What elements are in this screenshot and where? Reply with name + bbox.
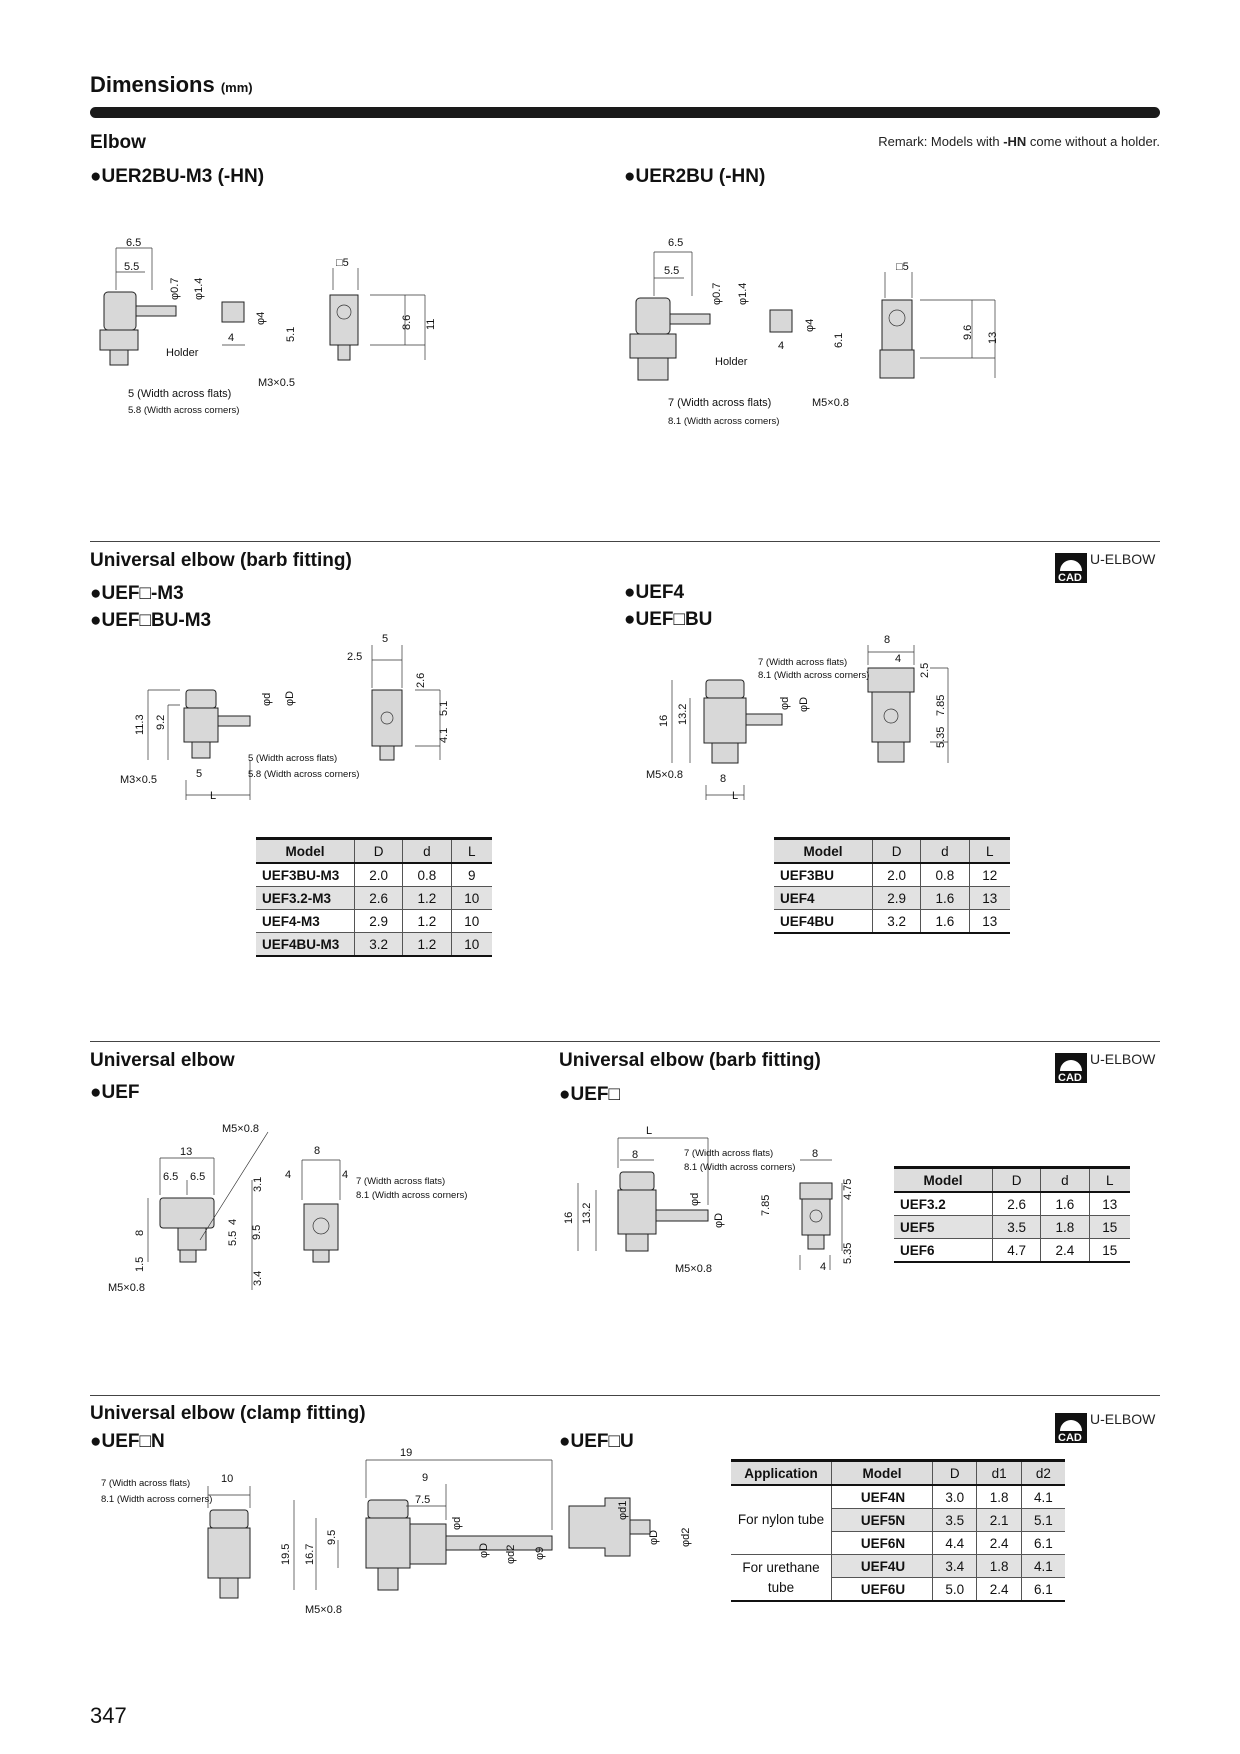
cell: 3.0 bbox=[933, 1485, 977, 1509]
dim-label: φd bbox=[451, 1516, 463, 1530]
dim-label: 9.6 bbox=[962, 324, 974, 340]
dim-label: Holder bbox=[166, 347, 199, 359]
dim-label: 5 (Width across flats) bbox=[248, 753, 338, 764]
table-row bbox=[774, 887, 1010, 910]
dim-label: φ4 bbox=[255, 311, 267, 325]
dim-label: 5.5 bbox=[664, 265, 680, 277]
dim-label: M3×0.5 bbox=[258, 377, 295, 389]
dim-label: 9.2 bbox=[155, 714, 167, 730]
drawing-uef-n bbox=[101, 1447, 552, 1616]
dim-label: M5×0.8 bbox=[812, 397, 849, 409]
dim-label: 9.5 bbox=[251, 1224, 263, 1240]
model-heading: ●UEF bbox=[90, 1082, 140, 1103]
cell: UEF6U bbox=[832, 1578, 933, 1602]
dim-label: 7 (Width across flats) bbox=[758, 657, 848, 668]
table-row bbox=[894, 1239, 1130, 1263]
dim-label: 8 bbox=[632, 1149, 639, 1161]
remark-bold: -HN bbox=[1003, 134, 1027, 149]
table-row bbox=[894, 1216, 1130, 1239]
dim-label: 4 bbox=[342, 1169, 349, 1181]
table-row bbox=[731, 1485, 1065, 1509]
dim-label: 8.1 (Width across corners) bbox=[684, 1162, 796, 1173]
cell: 3.5 bbox=[933, 1509, 977, 1532]
table-row bbox=[774, 910, 1010, 934]
col-header: D bbox=[993, 1168, 1041, 1193]
dim-label: φD bbox=[478, 1542, 490, 1558]
dim-label: 13 bbox=[987, 331, 999, 344]
table-row bbox=[256, 887, 492, 910]
dim-label: 5 bbox=[196, 768, 203, 780]
dim-label: φd2 bbox=[505, 1544, 517, 1564]
dim-label: 7 (Width across flats) bbox=[356, 1176, 446, 1187]
dim-label: 5.5 bbox=[227, 1230, 239, 1246]
svg-text:CAD: CAD bbox=[1058, 1432, 1082, 1443]
dim-label: □5 bbox=[336, 257, 349, 269]
application-cell: For urethane tube bbox=[731, 1555, 832, 1602]
cell: 12 bbox=[969, 863, 1010, 887]
dim-label: 8 bbox=[884, 634, 891, 646]
dim-label: 9 bbox=[422, 1472, 429, 1484]
table-row bbox=[774, 863, 1010, 887]
col-header: D bbox=[355, 839, 403, 864]
cell: UEF3.2 bbox=[894, 1192, 993, 1216]
dim-label: M5×0.8 bbox=[646, 769, 683, 781]
cell: 4.1 bbox=[1021, 1485, 1065, 1509]
cell: 2.1 bbox=[977, 1509, 1021, 1532]
model-heading: ●UEF□ bbox=[559, 1084, 620, 1105]
table-row bbox=[256, 863, 492, 887]
dim-label: φd bbox=[689, 1192, 701, 1206]
col-header: d bbox=[403, 839, 451, 864]
cell: 2.9 bbox=[873, 887, 921, 910]
table-row bbox=[256, 933, 492, 957]
dim-label: 7 (Width across flats) bbox=[668, 397, 772, 409]
dim-label: 5.1 bbox=[285, 326, 297, 342]
cell: 13 bbox=[1089, 1192, 1130, 1216]
dim-label: φ4 bbox=[804, 318, 816, 332]
cell: 3.2 bbox=[355, 933, 403, 957]
dim-label: 9.5 bbox=[326, 1529, 338, 1545]
cell: 5.1 bbox=[1021, 1509, 1065, 1532]
dim-label: 3.1 bbox=[252, 1176, 264, 1192]
cell: 3.2 bbox=[873, 910, 921, 934]
cell: 1.8 bbox=[977, 1485, 1021, 1509]
dim-label: 6.1 bbox=[833, 332, 845, 348]
cell: 0.8 bbox=[921, 863, 969, 887]
dim-label: 4.1 bbox=[438, 727, 450, 743]
dim-label: 2.5 bbox=[919, 662, 931, 678]
dim-label: 5.5 bbox=[124, 261, 140, 273]
cell: 13 bbox=[969, 910, 1010, 934]
cad-label[interactable]: U-ELBOW bbox=[1090, 1411, 1156, 1427]
dim-label: 4 bbox=[227, 1218, 239, 1225]
drawing-uef bbox=[108, 1123, 467, 1294]
cell: 5.0 bbox=[933, 1578, 977, 1602]
remark-text: come without a holder. bbox=[1026, 134, 1160, 149]
cell: 2.9 bbox=[355, 910, 403, 933]
dim-label: 16 bbox=[563, 1211, 575, 1224]
dim-label: 8.6 bbox=[401, 314, 413, 330]
table-row bbox=[731, 1555, 1065, 1578]
dim-label: M5×0.8 bbox=[108, 1282, 145, 1294]
cell: UEF5N bbox=[832, 1509, 933, 1532]
dim-label: 2.6 bbox=[415, 672, 427, 688]
cell: 10 bbox=[451, 910, 492, 933]
dim-label: Holder bbox=[715, 356, 748, 368]
spec-table-uef-clamp bbox=[731, 1459, 1065, 1602]
dim-label: 5.35 bbox=[935, 726, 947, 748]
cell: 1.2 bbox=[403, 887, 451, 910]
col-header: d1 bbox=[977, 1461, 1021, 1486]
col-header: L bbox=[451, 839, 492, 864]
cell: 9 bbox=[451, 863, 492, 887]
dim-label: 4 bbox=[820, 1261, 827, 1273]
cell: 1.2 bbox=[403, 933, 451, 957]
dim-label: φ1.4 bbox=[193, 277, 205, 300]
model-heading: ●UEF4 bbox=[624, 582, 685, 603]
cell: UEF3BU bbox=[774, 863, 873, 887]
section-title-elbow: Elbow bbox=[90, 132, 146, 153]
dim-label: 8.1 (Width across corners) bbox=[668, 416, 780, 427]
cell: 6.1 bbox=[1021, 1532, 1065, 1555]
dim-label: L bbox=[732, 790, 739, 802]
title-text: Dimensions bbox=[90, 72, 215, 97]
section-title-uef-barb: Universal elbow (barb fitting) bbox=[90, 550, 352, 571]
dim-label: M5×0.8 bbox=[675, 1263, 712, 1275]
dim-label: 5.35 bbox=[842, 1242, 854, 1264]
cell: 2.0 bbox=[355, 863, 403, 887]
remark-text: Remark: Models with bbox=[878, 134, 1004, 149]
cell: 15 bbox=[1089, 1239, 1130, 1263]
spec-table-uef-barb bbox=[894, 1166, 1130, 1263]
cell: 10 bbox=[451, 933, 492, 957]
cell: 6.1 bbox=[1021, 1578, 1065, 1602]
model-heading: ●UEF□-M3 bbox=[90, 583, 184, 604]
cell: UEF5 bbox=[894, 1216, 993, 1239]
dim-label: L bbox=[646, 1125, 653, 1137]
dim-label: φ0.7 bbox=[169, 277, 181, 300]
dim-label: 8 bbox=[720, 773, 727, 785]
dim-label: 5 bbox=[382, 633, 389, 645]
cad-label[interactable]: U-ELBOW bbox=[1090, 1051, 1156, 1067]
dim-label: 1.5 bbox=[134, 1256, 146, 1272]
cell: 1.8 bbox=[977, 1555, 1021, 1578]
col-header: D bbox=[873, 839, 921, 864]
model-heading: ●UEF□U bbox=[559, 1431, 634, 1452]
col-header: Model bbox=[832, 1461, 933, 1486]
dim-label: M5×0.8 bbox=[222, 1123, 259, 1135]
dim-label: 6.5 bbox=[668, 237, 684, 249]
dim-label: 13 bbox=[180, 1146, 193, 1158]
section-title-uef: Universal elbow bbox=[90, 1050, 235, 1071]
cell: UEF6 bbox=[894, 1239, 993, 1263]
dim-label: 8.1 (Width across corners) bbox=[101, 1494, 213, 1505]
cell: UEF4U bbox=[832, 1555, 933, 1578]
dim-label: 7.85 bbox=[935, 694, 947, 716]
cell: UEF4-M3 bbox=[256, 910, 355, 933]
dim-label: 13.2 bbox=[581, 1202, 593, 1224]
col-header: d bbox=[1041, 1168, 1089, 1193]
col-header: L bbox=[969, 839, 1010, 864]
cell: 1.2 bbox=[403, 910, 451, 933]
cell: UEF3.2-M3 bbox=[256, 887, 355, 910]
cell: UEF6N bbox=[832, 1532, 933, 1555]
svg-text:CAD: CAD bbox=[1058, 572, 1082, 583]
dim-label: 19.5 bbox=[280, 1543, 292, 1565]
dim-label: 8 bbox=[134, 1229, 146, 1236]
dim-label: 11.3 bbox=[134, 714, 146, 735]
dim-label: 5.1 bbox=[438, 700, 450, 716]
section-title-uef-barb-2: Universal elbow (barb fitting) bbox=[559, 1050, 821, 1071]
cell: UEF3BU-M3 bbox=[256, 863, 355, 887]
dim-label: 7.5 bbox=[415, 1494, 431, 1506]
section-title-uef-clamp: Universal elbow (clamp fitting) bbox=[90, 1403, 366, 1424]
cell: 1.6 bbox=[1041, 1192, 1089, 1216]
cell: 3.5 bbox=[993, 1216, 1041, 1239]
cell: 3.4 bbox=[933, 1555, 977, 1578]
drawing-uef-u bbox=[569, 1498, 692, 1556]
cell: 1.6 bbox=[921, 887, 969, 910]
cell: 4.7 bbox=[993, 1239, 1041, 1263]
page-number: 347 bbox=[90, 1703, 127, 1728]
cell: 2.4 bbox=[1041, 1239, 1089, 1263]
col-header: Application bbox=[731, 1461, 832, 1486]
cell: 2.6 bbox=[355, 887, 403, 910]
dim-label: 4 bbox=[778, 340, 785, 352]
cell: 1.6 bbox=[921, 910, 969, 934]
dim-label: φD bbox=[798, 696, 810, 712]
drawing-uef-barb bbox=[563, 1125, 854, 1275]
dim-label: φ9 bbox=[534, 1546, 546, 1560]
cell: 4.1 bbox=[1021, 1555, 1065, 1578]
cell: 2.4 bbox=[977, 1578, 1021, 1602]
dim-label: 2.5 bbox=[347, 651, 363, 663]
dim-label: 4 bbox=[285, 1169, 292, 1181]
unit-label: (mm) bbox=[220, 80, 253, 95]
cell: 2.0 bbox=[873, 863, 921, 887]
dim-label: 19 bbox=[400, 1447, 413, 1459]
model-heading: ●UEF□BU-M3 bbox=[90, 610, 212, 631]
dim-label: 5.8 (Width across corners) bbox=[248, 769, 360, 780]
model-heading: ●UEF□BU bbox=[624, 609, 713, 630]
spec-table-uef-m3 bbox=[256, 837, 492, 957]
cell: UEF4BU bbox=[774, 910, 873, 934]
cell: 10 bbox=[451, 887, 492, 910]
cell: 1.8 bbox=[1041, 1216, 1089, 1239]
svg-text:CAD: CAD bbox=[1058, 1072, 1082, 1083]
dim-label: □5 bbox=[896, 261, 909, 273]
cell: 4.4 bbox=[933, 1532, 977, 1555]
dim-label: 13.2 bbox=[677, 703, 689, 725]
dim-label: 4.75 bbox=[842, 1178, 854, 1200]
dim-label: φd bbox=[779, 696, 791, 710]
model-heading: ●UEF□N bbox=[90, 1431, 165, 1452]
col-header: D bbox=[933, 1461, 977, 1486]
dim-label: 5 (Width across flats) bbox=[128, 388, 232, 400]
spec-table-uef4 bbox=[774, 837, 1010, 934]
cell: 2.6 bbox=[993, 1192, 1041, 1216]
application-cell: For nylon tube bbox=[731, 1485, 832, 1555]
dim-label: φ0.7 bbox=[711, 282, 723, 305]
col-header: Model bbox=[774, 839, 873, 864]
dim-label: 4 bbox=[895, 653, 902, 665]
cell: 0.8 bbox=[403, 863, 451, 887]
cell: UEF4 bbox=[774, 887, 873, 910]
drawing-uer2bu-m3 bbox=[100, 237, 437, 416]
model-heading: ●UER2BU (-HN) bbox=[624, 166, 766, 187]
cell: 2.4 bbox=[977, 1532, 1021, 1555]
dim-label: 8.1 (Width across corners) bbox=[356, 1190, 468, 1201]
dim-label: φ1.4 bbox=[737, 282, 749, 305]
dim-label: 10 bbox=[221, 1473, 234, 1485]
table-row bbox=[894, 1192, 1130, 1216]
dim-label: φD bbox=[284, 690, 296, 706]
dim-label: M5×0.8 bbox=[305, 1604, 342, 1616]
dim-label: 8 bbox=[314, 1145, 321, 1157]
drawing-uer2bu bbox=[630, 237, 999, 427]
dim-label: 8.1 (Width across corners) bbox=[758, 670, 870, 681]
dim-label: 16 bbox=[658, 714, 670, 727]
dim-label: φd1 bbox=[617, 1500, 629, 1520]
dim-label: 3.4 bbox=[252, 1270, 264, 1286]
col-header: L bbox=[1089, 1168, 1130, 1193]
dim-label: 7.85 bbox=[760, 1194, 772, 1216]
dim-label: 5.8 (Width across corners) bbox=[128, 405, 240, 416]
dim-label: L bbox=[210, 790, 217, 802]
cad-label[interactable]: U-ELBOW bbox=[1090, 551, 1156, 567]
dim-label: φD bbox=[648, 1529, 660, 1545]
dim-label: M3×0.5 bbox=[120, 774, 157, 786]
dim-label: 11 bbox=[425, 318, 437, 330]
dim-label: φd bbox=[261, 692, 273, 706]
dim-label: φD bbox=[713, 1212, 725, 1228]
drawing-uef-m3 bbox=[120, 633, 450, 802]
cell: 13 bbox=[969, 887, 1010, 910]
col-header: d bbox=[921, 839, 969, 864]
cell: 15 bbox=[1089, 1216, 1130, 1239]
col-header: d2 bbox=[1021, 1461, 1065, 1486]
dim-label: 6.5 bbox=[126, 237, 142, 249]
dim-label: 7 (Width across flats) bbox=[101, 1478, 191, 1489]
dim-label: 16.7 bbox=[304, 1543, 316, 1565]
cell: UEF4BU-M3 bbox=[256, 933, 355, 957]
dim-label: 6.5 bbox=[163, 1171, 179, 1183]
model-heading: ●UER2BU-M3 (-HN) bbox=[90, 166, 265, 187]
drawing-uef4 bbox=[646, 634, 948, 802]
dim-label: 4 bbox=[228, 332, 235, 344]
dim-label: 6.5 bbox=[190, 1171, 206, 1183]
dim-label: φd2 bbox=[680, 1527, 692, 1547]
dim-label: 8 bbox=[812, 1148, 819, 1160]
table-row bbox=[256, 910, 492, 933]
col-header: Model bbox=[894, 1168, 993, 1193]
dim-label: 7 (Width across flats) bbox=[684, 1148, 774, 1159]
cell: UEF4N bbox=[832, 1485, 933, 1509]
col-header: Model bbox=[256, 839, 355, 864]
